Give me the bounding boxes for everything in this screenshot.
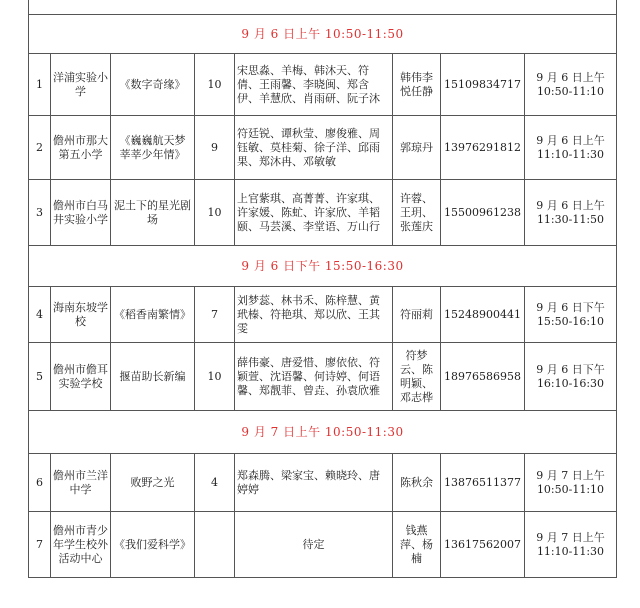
program-name: 《稻香南繁情》 [111,287,195,343]
time-slot: 9 月 6 日上午 11:10-11:30 [525,116,617,180]
time-slot: 9 月 7 日上午 11:10-11:30 [525,512,617,578]
student-list: 刘梦蕊、林书禾、陈梓慧、黄玳榛、符艳琪、郑以欣、王其雯 [235,287,393,343]
school-name: 儋州市兰洋中学 [51,454,111,512]
row-number: 7 [29,512,51,578]
participant-count: 7 [195,287,235,343]
program-name: 《数字奇缘》 [111,54,195,116]
session-header [29,411,617,454]
participant-count: 10 [195,343,235,411]
school-name: 儋州市白马井实验小学 [51,180,111,246]
row-number: 5 [29,343,51,411]
time-slot: 9 月 6 日下午 16:10-16:30 [525,343,617,411]
participant-count [195,512,235,578]
school-name: 儋州市青少年学生校外活动中心 [51,512,111,578]
program-name: 揠苗助长新编 [111,343,195,411]
table-row [29,54,617,116]
time-slot: 9 月 7 日上午 10:50-11:10 [525,454,617,512]
session-title: 9 月 6 日上午 10:50-11:50 [29,15,617,54]
student-list: 宋思淼、羊梅、韩沐天、符倩、王雨馨、李晓闽、郑含伊、羊慧欣、肖雨研、阮子沐 [235,54,393,116]
row-number: 4 [29,287,51,343]
session-header [29,246,617,287]
table-top-row [29,0,617,15]
student-list: 符廷锐、谭秋莹、廖俊雅、周钰敏、莫桂菊、徐子洋、邱雨果、郑沐冉、邓敏敏 [235,116,393,180]
participant-count: 4 [195,454,235,512]
session-title: 9 月 7 日上午 10:50-11:30 [29,411,617,454]
student-list: 郑森腾、梁家宝、赖晓玲、唐婷婷 [235,454,393,512]
participant-count: 10 [195,180,235,246]
session-header [29,15,617,54]
schedule-table [28,0,617,578]
table-row [29,180,617,246]
student-list: 待定 [235,512,393,578]
time-slot: 9 月 6 日上午 11:30-11:50 [525,180,617,246]
participant-count: 10 [195,54,235,116]
row-number: 1 [29,54,51,116]
school-name: 洋浦实验小学 [51,54,111,116]
teacher-list: 许蓉、王玥、张莲庆 [393,180,441,246]
teacher-list: 符丽莉 [393,287,441,343]
phone-number: 13876511377 [441,454,525,512]
participant-count: 9 [195,116,235,180]
program-name: 《巍巍航天梦 莘莘少年情》 [111,116,195,180]
table-row [29,116,617,180]
row-number: 6 [29,454,51,512]
teacher-list: 钱燕萍、杨楠 [393,512,441,578]
table-row [29,512,617,578]
teacher-list: 陈秋余 [393,454,441,512]
row-number: 2 [29,116,51,180]
phone-number: 13976291812 [441,116,525,180]
student-list: 薛伟豪、唐爱惜、廖依依、符颖萱、沈语馨、何诗婷、何语馨、郑靓菲、曾垚、孙袁欣雅 [235,343,393,411]
program-name: 泥土下的星光剧场 [111,180,195,246]
row-number: 3 [29,180,51,246]
table-row [29,343,617,411]
phone-number: 15248900441 [441,287,525,343]
phone-number: 13617562007 [441,512,525,578]
table-row [29,287,617,343]
table-row [29,454,617,512]
school-name: 儋州市那大第五小学 [51,116,111,180]
program-name: 《我们爱科学》 [111,512,195,578]
school-name: 海南东坡学校 [51,287,111,343]
teacher-list: 郭琼丹 [393,116,441,180]
program-name: 败野之光 [111,454,195,512]
teacher-list: 符梦云、陈明颖、邓志桦 [393,343,441,411]
session-title: 9 月 6 日下午 15:50-16:30 [29,246,617,287]
teacher-list: 韩伟李悦任静 [393,54,441,116]
school-name: 儋州市儋耳实验学校 [51,343,111,411]
phone-number: 15109834717 [441,54,525,116]
time-slot: 9 月 6 日上午 10:50-11:10 [525,54,617,116]
phone-number: 15500961238 [441,180,525,246]
time-slot: 9 月 6 日下午 15:50-16:10 [525,287,617,343]
phone-number: 18976586958 [441,343,525,411]
student-list: 上官紫琪、高菁菁、许家琪、许家媛、陈虻、许家欣、羊韬颐、马芸溪、李堂语、万山行 [235,180,393,246]
